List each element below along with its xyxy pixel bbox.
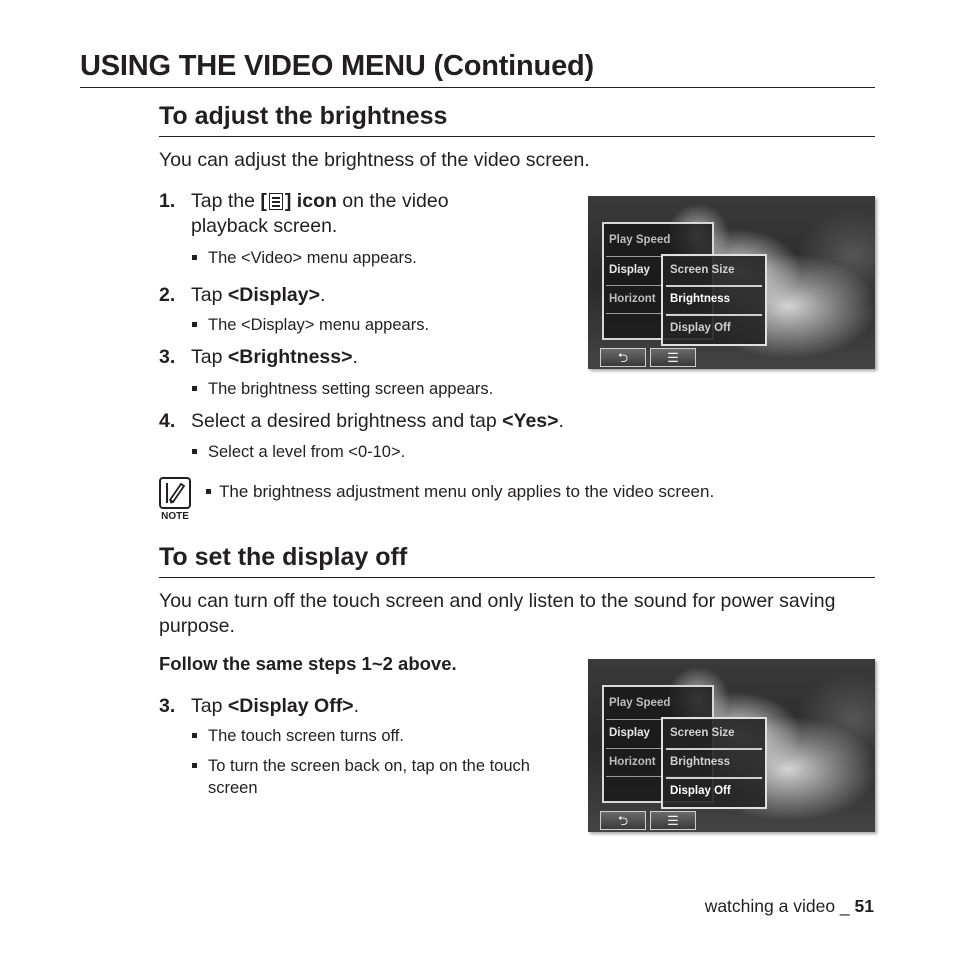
bullet-text: The brightness setting screen appears. <box>208 380 494 398</box>
submenu-item-brightness: Brightness <box>670 293 731 305</box>
bullet-square <box>192 449 197 454</box>
step-bold-open: [ <box>260 190 267 212</box>
device-screenshot-display-off <box>588 659 875 832</box>
display-submenu <box>661 254 767 346</box>
submenu-separator <box>666 748 762 750</box>
back-button-icon: ⮌ <box>600 811 646 830</box>
bullet-text: The touch screen turns off. <box>208 727 404 745</box>
step-number: 2. <box>159 284 176 306</box>
step-text: Tap the <box>191 190 261 212</box>
bullet-square <box>206 489 211 494</box>
page-number: 51 <box>854 896 874 916</box>
bullet-text: To turn the screen back on, tap on the touch screen <box>208 757 530 797</box>
submenu-separator <box>666 314 762 316</box>
section-rule-display-off <box>159 577 875 578</box>
note-label: NOTE <box>161 511 189 522</box>
menu-item-play-speed: Play Speed <box>609 697 671 709</box>
page-title: USING THE VIDEO MENU (Continued) <box>80 50 594 82</box>
step-bold: <Display Off> <box>227 695 354 717</box>
bullet-item <box>192 378 572 400</box>
menu-item-display: Display <box>609 727 650 739</box>
bullet-text: The <Video> menu appears. <box>208 249 417 267</box>
bullet-item <box>192 314 552 336</box>
step-bold: <Display> <box>227 284 320 306</box>
step-text-end: . <box>353 695 359 717</box>
bullet-text: Select a level from <0-10>. <box>208 443 406 461</box>
menu-item-display: Display <box>609 264 650 276</box>
note-text: The brightness adjustment menu only applies to the video screen. <box>219 482 715 501</box>
screen-button-bar <box>600 348 698 367</box>
section-intro-brightness: You can adjust the brightness of the video screen. <box>159 149 590 171</box>
step-text-line2: playback screen. <box>191 215 338 237</box>
bullet-item <box>192 441 572 463</box>
bullet-item <box>192 247 552 269</box>
submenu-separator <box>666 777 762 779</box>
footer-text: watching a video _ <box>704 896 850 916</box>
bullet-square <box>192 733 197 738</box>
step-bold: <Brightness> <box>227 346 353 368</box>
follow-steps-text: Follow the same steps 1~2 above. <box>159 653 457 674</box>
back-button-icon: ⮌ <box>600 348 646 367</box>
step-3 <box>159 345 559 370</box>
step-text: Tap <box>191 284 228 306</box>
bullet-square <box>192 322 197 327</box>
section-title-brightness: To adjust the brightness <box>159 102 448 130</box>
title-rule <box>80 87 875 88</box>
screen-button-bar <box>600 811 698 830</box>
step-number: 3. <box>159 346 176 368</box>
step-bold: <Yes> <box>502 410 559 432</box>
submenu-item-screen-size: Screen Size <box>670 264 735 276</box>
step-text-end: on the video <box>336 190 449 212</box>
menu-icon <box>269 193 283 210</box>
step-2 <box>159 283 559 308</box>
device-screenshot-brightness <box>588 196 875 369</box>
step-4 <box>159 409 759 434</box>
step-bold-icon: ] icon <box>284 190 337 212</box>
bullet-item <box>192 725 552 747</box>
bullet-square <box>192 763 197 768</box>
menu-item-play-speed: Play Speed <box>609 234 671 246</box>
section-title-display-off: To set the display off <box>159 543 408 571</box>
step-text: Tap <box>191 695 228 717</box>
submenu-item-screen-size: Screen Size <box>670 727 735 739</box>
note-pencil-icon <box>159 477 191 509</box>
step-3-display-off <box>159 694 559 719</box>
submenu-item-brightness: Brightness <box>670 756 731 768</box>
submenu-item-display-off: Display Off <box>670 785 731 797</box>
step-number: 1. <box>159 190 176 212</box>
bullet-item <box>192 755 552 799</box>
step-text: Select a desired brightness and tap <box>191 410 503 432</box>
step-text-end: . <box>352 346 358 368</box>
bullet-square <box>192 386 197 391</box>
menu-button-icon: ☰ <box>650 348 696 367</box>
note-text-item <box>206 481 846 503</box>
step-number: 3. <box>159 695 176 717</box>
section-rule-brightness <box>159 136 875 137</box>
submenu-item-display-off: Display Off <box>670 322 731 334</box>
page-footer <box>705 896 874 917</box>
step-1 <box>159 189 559 239</box>
bullet-text: The <Display> menu appears. <box>208 316 430 334</box>
display-submenu <box>661 717 767 809</box>
step-number: 4. <box>159 410 176 432</box>
menu-button-icon: ☰ <box>650 811 696 830</box>
section-intro-display-off: You can turn off the touch screen and only listen to the sound for power saving purpose. <box>159 590 836 637</box>
menu-item-horizont: Horizont <box>609 293 656 305</box>
menu-item-horizont: Horizont <box>609 756 656 768</box>
step-text: Tap <box>191 346 228 368</box>
step-text-end: . <box>320 284 326 306</box>
bullet-square <box>192 255 197 260</box>
submenu-separator <box>666 285 762 287</box>
step-text-end: . <box>558 410 564 432</box>
